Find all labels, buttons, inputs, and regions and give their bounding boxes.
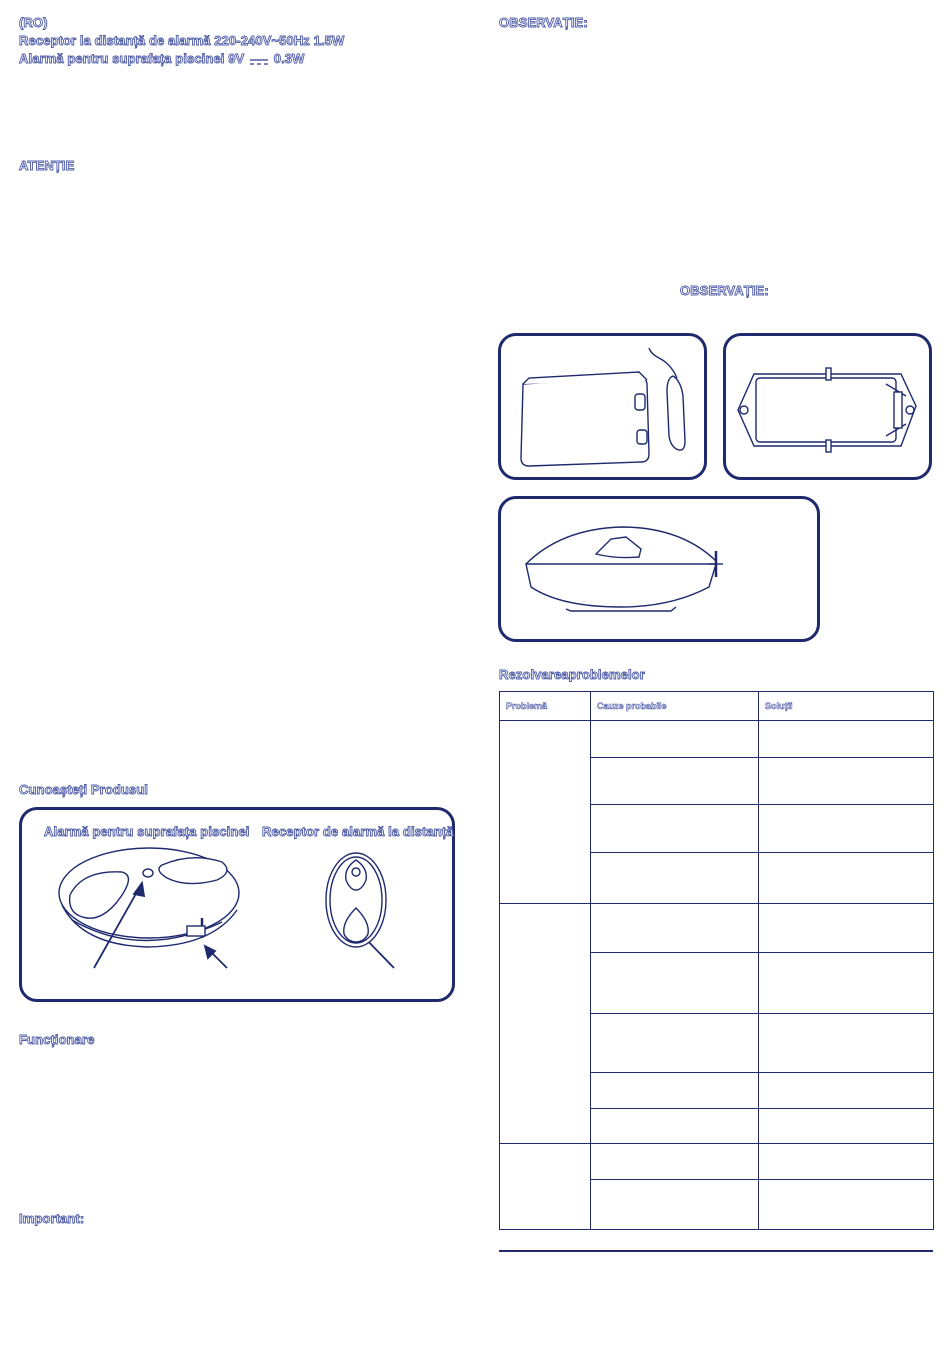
table-cell — [759, 1014, 934, 1073]
table-cell — [500, 721, 591, 904]
atentie-heading: ATENȚIE — [19, 158, 75, 173]
troubleshooting-heading: Rezolvareaproblemelor — [499, 667, 645, 682]
observatie-heading-1: OBSERVAȚIE: — [499, 15, 588, 30]
table-cell — [591, 853, 759, 904]
language-code: (RO) — [19, 15, 48, 30]
pool-alarm-and-receiver-drawing — [22, 810, 452, 999]
table-cell — [759, 953, 934, 1014]
table-cell — [591, 721, 759, 758]
product-illustration-box — [19, 807, 455, 1002]
alarm-power-spec — [19, 51, 304, 66]
alarm-power-spec-suffix: 0.3W — [273, 51, 305, 66]
table-cell — [759, 853, 934, 904]
table-cell — [591, 1144, 759, 1180]
table-cell — [759, 1144, 934, 1180]
table-cell — [591, 805, 759, 853]
know-product-heading: Cunoașteți Produsul — [19, 782, 149, 797]
receiver-with-power-cord-icon — [501, 336, 704, 477]
battery-compartment-illustration-box — [723, 333, 932, 480]
bottom-divider — [499, 1250, 933, 1252]
table-cell — [759, 721, 934, 758]
header-causes: Cauze probabile — [591, 692, 759, 721]
receiver-power-spec: Receptor la distanță de alarmă 220-240V~50Hz 1.5W — [19, 33, 345, 48]
table-header-row — [500, 692, 934, 721]
pool-alarm-disc-icon — [59, 848, 239, 947]
table-cell — [759, 1073, 934, 1109]
pool-alarm-side-view-icon — [501, 499, 817, 639]
pool-alarm-side-illustration-box — [498, 496, 820, 642]
table-cell — [759, 758, 934, 805]
table-cell — [591, 1109, 759, 1144]
table-cell — [591, 904, 759, 953]
table-cell — [500, 1144, 591, 1230]
remote-receiver-icon — [326, 853, 386, 947]
header-solutions: Soluții — [759, 692, 934, 721]
observatie-heading-2: OBSERVAȚIE: — [680, 283, 769, 298]
table-row — [500, 721, 934, 758]
alarm-power-spec-prefix: Alarmă pentru suprafața piscinei 9V — [19, 51, 245, 66]
troubleshooting-table — [499, 691, 934, 1230]
header-problem: Problemă — [500, 692, 591, 721]
functionare-heading: Funcționare — [19, 1032, 95, 1047]
table-cell — [759, 904, 934, 953]
table-cell — [759, 1109, 934, 1144]
table-cell — [759, 805, 934, 853]
table-cell — [591, 1180, 759, 1230]
table-cell — [591, 1073, 759, 1109]
table-cell — [591, 1014, 759, 1073]
important-heading: Important: — [19, 1211, 85, 1226]
label-remote-receiver: Receptor de alarmă la distanță — [262, 824, 454, 839]
table-cell — [759, 1180, 934, 1230]
battery-compartment-icon — [726, 336, 929, 477]
table-cell — [591, 758, 759, 805]
table-row — [500, 1144, 934, 1180]
receiver-plug-illustration-box — [498, 333, 707, 480]
dc-symbol-icon — [250, 55, 268, 65]
table-cell — [591, 953, 759, 1014]
table-cell — [500, 904, 591, 1144]
table-row — [500, 904, 934, 953]
label-pool-alarm: Alarmă pentru suprafața piscinei — [44, 824, 250, 839]
